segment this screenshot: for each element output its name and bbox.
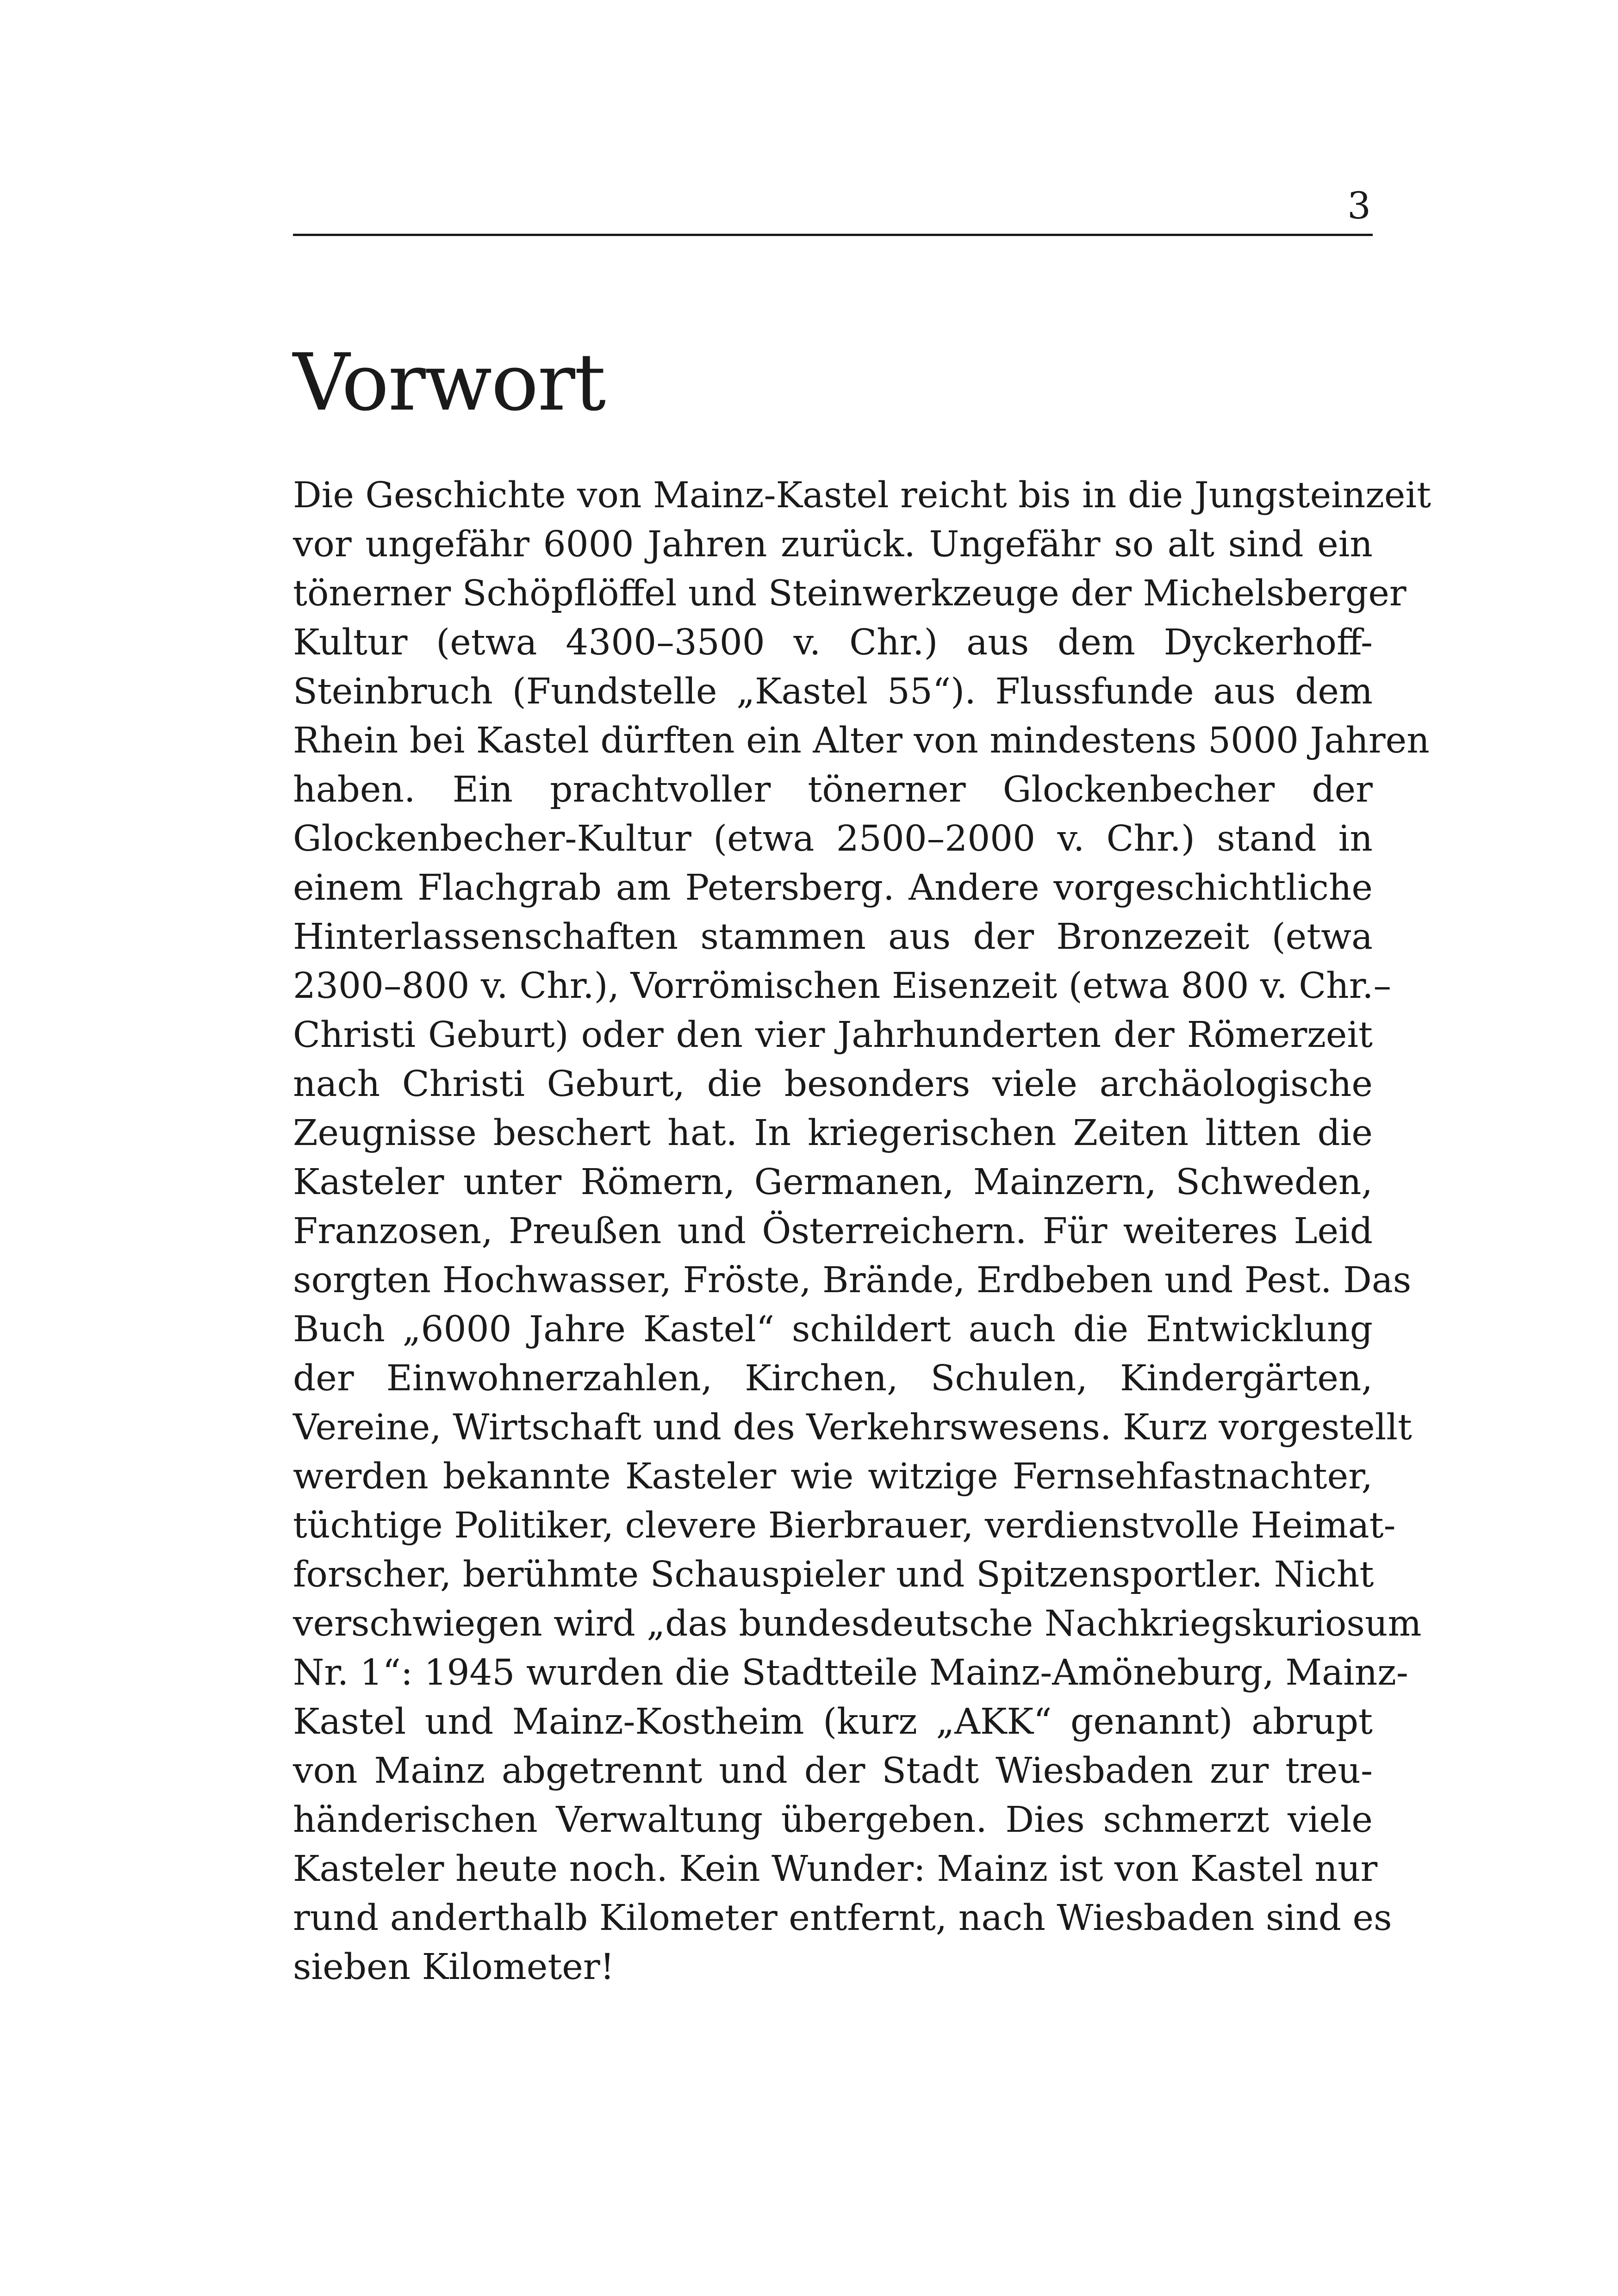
text-line: tüchtige Politiker, clevere Bierbrauer, verdienstvolle Heimat- [293,1505,1396,1546]
text-line: Die Geschichte von Mainz-Kastel reicht bis in die Jungsteinzeit [293,475,1431,516]
text-line: der Einwohnerzahlen, Kirchen, Schulen, Kindergärten, [293,1358,1373,1399]
text-line: Glockenbecher-Kultur (etwa 2500–2000 v. Chr.) stand in [293,818,1373,859]
text-line: Nr. 1“: 1945 wurden die Stadtteile Mainz-Amöneburg, Mainz- [293,1652,1408,1693]
text-line: nach Christi Geburt, die besonders viele archäologische [293,1064,1373,1105]
text-line: Franzosen, Preußen und Österreichern. Für weiteres Leid [293,1211,1373,1252]
text-line: tönerner Schöpflöffel und Steinwerkzeuge der Michelsberger [293,573,1406,614]
text-line: verschwiegen wird „das bundesdeutsche Nachkriegskuriosum [293,1603,1422,1644]
text-line: Zeugnisse beschert hat. In kriegerischen Zeiten litten die [293,1113,1373,1154]
text-line: händerischen Verwaltung übergeben. Dies schmerzt viele [293,1799,1373,1841]
header-rule [293,234,1373,236]
text-line: rund anderthalb Kilometer entfernt, nach Wiesbaden sind es [293,1898,1392,1939]
text-line: werden bekannte Kasteler wie witzige Fernsehfastnachter, [293,1456,1373,1497]
text-line: Kultur (etwa 4300–3500 v. Chr.) aus dem Dyckerhoff- [293,622,1373,663]
text-line: Buch „6000 Jahre Kastel“ schildert auch die Entwicklung [293,1309,1373,1350]
chapter-title: Vorwort [293,337,605,429]
text-line: forscher, berühmte Schauspieler und Spitzensportler. Nicht [293,1554,1374,1595]
text-line: Vereine, Wirtschaft und des Verkehrswesens. Kurz vorgestellt [293,1407,1412,1448]
text-line: sorgten Hochwasser, Fröste, Brände, Erdbeben und Pest. Das [293,1260,1412,1301]
text-line: von Mainz abgetrennt und der Stadt Wiesbaden zur treu- [293,1750,1373,1792]
text-line: Rhein bei Kastel dürften ein Alter von mindestens 5000 Jahren [293,720,1430,761]
text-line: einem Flachgrab am Petersberg. Andere vorgeschichtliche [293,867,1373,908]
text-line: sieben Kilometer! [293,1947,615,1988]
text-line: Hinterlassenschaften stammen aus der Bronzezeit (etwa [293,916,1373,958]
text-line: Kasteler unter Römern, Germanen, Mainzern, Schweden, [293,1162,1373,1203]
text-line: vor ungefähr 6000 Jahren zurück. Ungefähr so alt sind ein [293,524,1373,565]
text-line: 2300–800 v. Chr.), Vorrömischen Eisenzeit (etwa 800 v. Chr.– [293,965,1392,1007]
text-line: Kastel und Mainz-Kostheim (kurz „AKK“ genannt) abrupt [293,1701,1373,1742]
text-line: Kasteler heute noch. Kein Wunder: Mainz ist von Kastel nur [293,1848,1378,1890]
text-line: Steinbruch (Fundstelle „Kastel 55“). Flussfunde aus dem [293,671,1373,712]
text-line: haben. Ein prachtvoller tönerner Glockenbecher der [293,769,1373,810]
body-paragraph [293,471,1431,1992]
text-line: Christi Geburt) oder den vier Jahrhunderten der Römerzeit [293,1014,1373,1056]
page-number: 3 [1347,184,1371,227]
